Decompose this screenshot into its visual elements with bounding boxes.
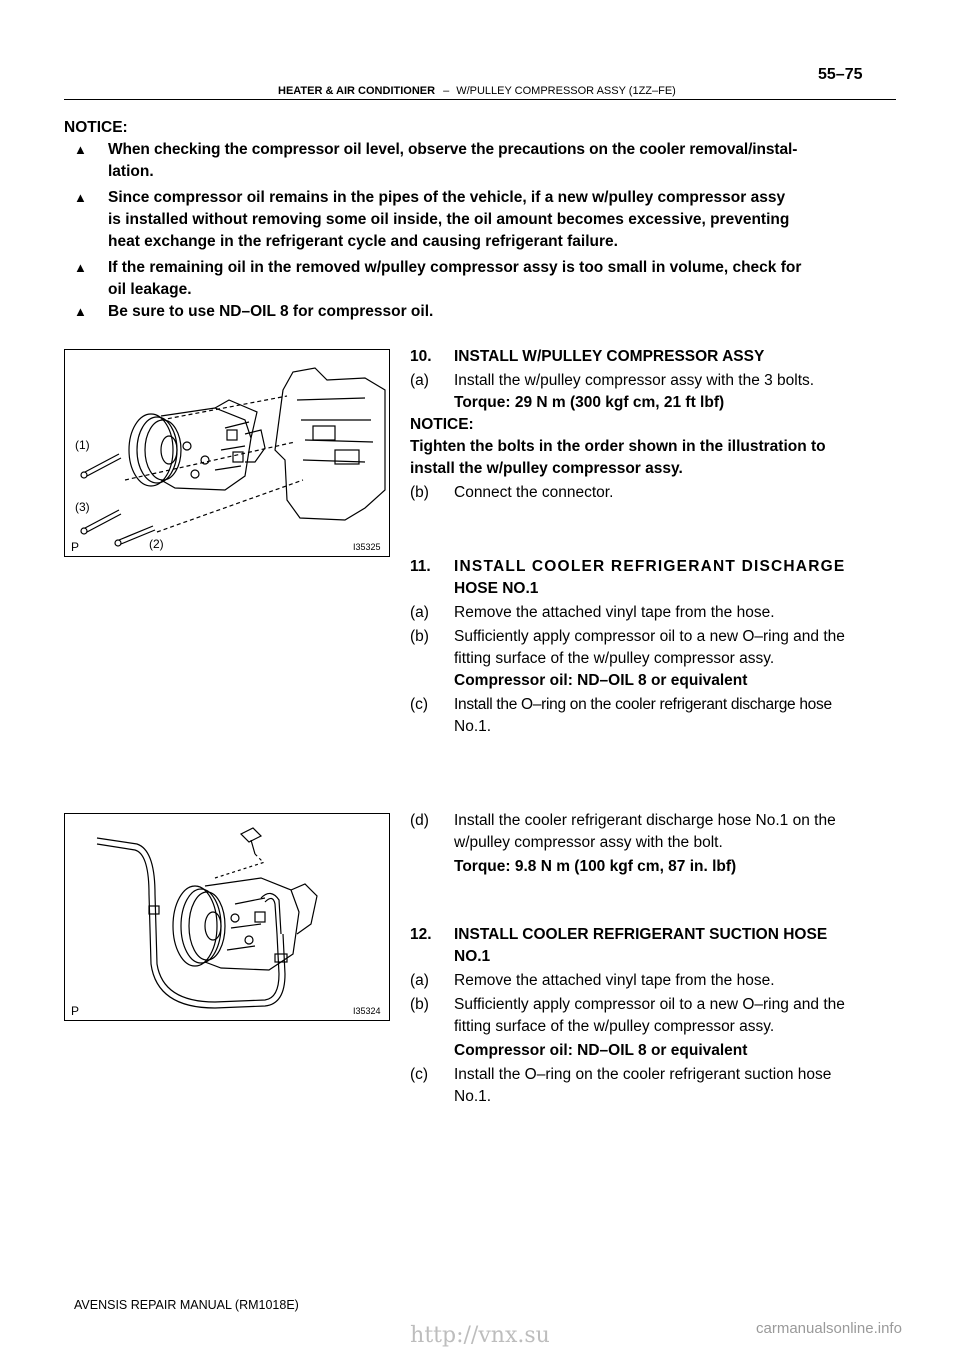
step-11d-torque: Torque: 9.8 N m (100 kgf cm, 87 in. lbf)	[454, 858, 737, 875]
step-11b-line1: Sufficiently apply compressor oil to a new O–ring and the	[454, 628, 845, 645]
step-11-title-line1: INSTALL COOLER REFRIGERANT DISCHARGE	[454, 558, 846, 575]
bolt-2-label: (2)	[149, 537, 164, 551]
discharge-hose-figure	[64, 813, 390, 1021]
step-12c-label: (c)	[410, 1066, 429, 1083]
step-12-title-line1: INSTALL COOLER REFRIGERANT SUCTION HOSE	[454, 926, 828, 943]
step-12-title-line2: NO.1	[454, 948, 491, 965]
warning-bullet-icon: ▲	[74, 304, 87, 319]
figure-p-mark: P	[71, 540, 80, 554]
step-10-notice-line2: install the w/pulley compressor assy.	[410, 460, 683, 477]
step-10-title: INSTALL W/PULLEY COMPRESSOR ASSY	[454, 348, 765, 365]
warning-bullet-icon: ▲	[74, 190, 87, 205]
step-11c-line1: Install the O–ring on the cooler refrigerant discharge hose	[454, 696, 832, 713]
step-11d-label: (d)	[410, 812, 429, 829]
manual-footer: AVENSIS REPAIR MANUAL (RM1018E)	[74, 1298, 299, 1312]
step-11b-line2: fitting surface of the w/pulley compressor assy.	[454, 650, 775, 667]
step-12b-label: (b)	[410, 996, 429, 1013]
figure-id: I35325	[353, 542, 381, 552]
bolt-3-label: (3)	[75, 500, 90, 514]
step-12b-line1: Sufficiently apply compressor oil to a new O–ring and the	[454, 996, 845, 1013]
header-rule	[64, 99, 896, 100]
discharge-hose-illustration	[65, 814, 389, 1020]
compressor-bolts-illustration	[65, 350, 389, 556]
step-10a-text: Install the w/pulley compressor assy with the 3 bolts.	[454, 372, 815, 389]
bolt-1-label: (1)	[75, 438, 90, 452]
notice-item-1-line2: lation.	[108, 163, 154, 180]
step-10-notice-line1: Tighten the bolts in the order shown in the illustration to	[410, 438, 826, 455]
step-11b-oil: Compressor oil: ND–OIL 8 or equivalent	[454, 672, 748, 689]
watermark-link[interactable]: http://vnx.su	[410, 1323, 550, 1348]
brand-watermark: carmanualsonline.info	[756, 1320, 902, 1337]
notice-item-2-line3: heat exchange in the refrigerant cycle and causing refrigerant failure.	[108, 233, 618, 250]
step-12c-line1: Install the O–ring on the cooler refrigerant suction hose	[454, 1066, 832, 1083]
compressor-install-figure	[64, 349, 390, 557]
step-10-torque: Torque: 29 N m (300 kgf cm, 21 ft lbf)	[454, 394, 725, 411]
step-12b-oil: Compressor oil: ND–OIL 8 or equivalent	[454, 1042, 748, 1059]
page-number: 55–75	[818, 66, 863, 83]
step-12b-line2: fitting surface of the w/pulley compressor assy.	[454, 1018, 775, 1035]
step-11c-label: (c)	[410, 696, 429, 713]
step-11a-text: Remove the attached vinyl tape from the hose.	[454, 604, 775, 621]
subsection-title: W/PULLEY COMPRESSOR ASSY (1ZZ–FE)	[456, 85, 676, 97]
step-10a-label: (a)	[410, 372, 429, 389]
step-12c-line2: No.1.	[454, 1088, 492, 1105]
warning-bullet-icon: ▲	[74, 142, 87, 157]
notice-item-4-line1: Be sure to use ND–OIL 8 for compressor oil.	[108, 303, 434, 320]
notice-item-3-line2: oil leakage.	[108, 281, 192, 298]
step-10-notice-title: NOTICE:	[410, 416, 474, 433]
header-dash: –	[443, 85, 450, 97]
step-12-number: 12.	[410, 926, 432, 943]
step-10b-label: (b)	[410, 484, 429, 501]
warning-bullet-icon: ▲	[74, 260, 87, 275]
step-11a-label: (a)	[410, 604, 429, 621]
figure-p-mark: P	[71, 1004, 80, 1018]
step-11d-line1: Install the cooler refrigerant discharge hose No.1 on the	[454, 812, 836, 829]
step-11-title-line2: HOSE NO.1	[454, 580, 539, 597]
notice-item-3-line1: If the remaining oil in the removed w/pulley compressor assy is too small in volume, check for	[108, 259, 802, 276]
step-11d-line2: w/pulley compressor assy with the bolt.	[454, 834, 723, 851]
step-12a-label: (a)	[410, 972, 429, 989]
step-11-number: 11.	[410, 558, 431, 575]
notice-title: NOTICE:	[64, 119, 128, 136]
step-10b-text: Connect the connector.	[454, 484, 614, 501]
step-11b-label: (b)	[410, 628, 429, 645]
notice-item-1-line1: When checking the compressor oil level, observe the precautions on the cooler removal/instal-	[108, 141, 798, 158]
section-header	[278, 85, 676, 97]
notice-item-2-line1: Since compressor oil remains in the pipes of the vehicle, if a new w/pulley compressor assy	[108, 189, 786, 206]
notice-item-2-line2: is installed without removing some oil inside, the oil amount becomes excessive, preventing	[108, 211, 790, 228]
step-10-number: 10.	[410, 348, 432, 365]
figure-id: I35324	[353, 1006, 381, 1016]
section-title: HEATER & AIR CONDITIONER	[278, 85, 436, 97]
step-11c-line2: No.1.	[454, 718, 492, 735]
step-12a-text: Remove the attached vinyl tape from the hose.	[454, 972, 775, 989]
